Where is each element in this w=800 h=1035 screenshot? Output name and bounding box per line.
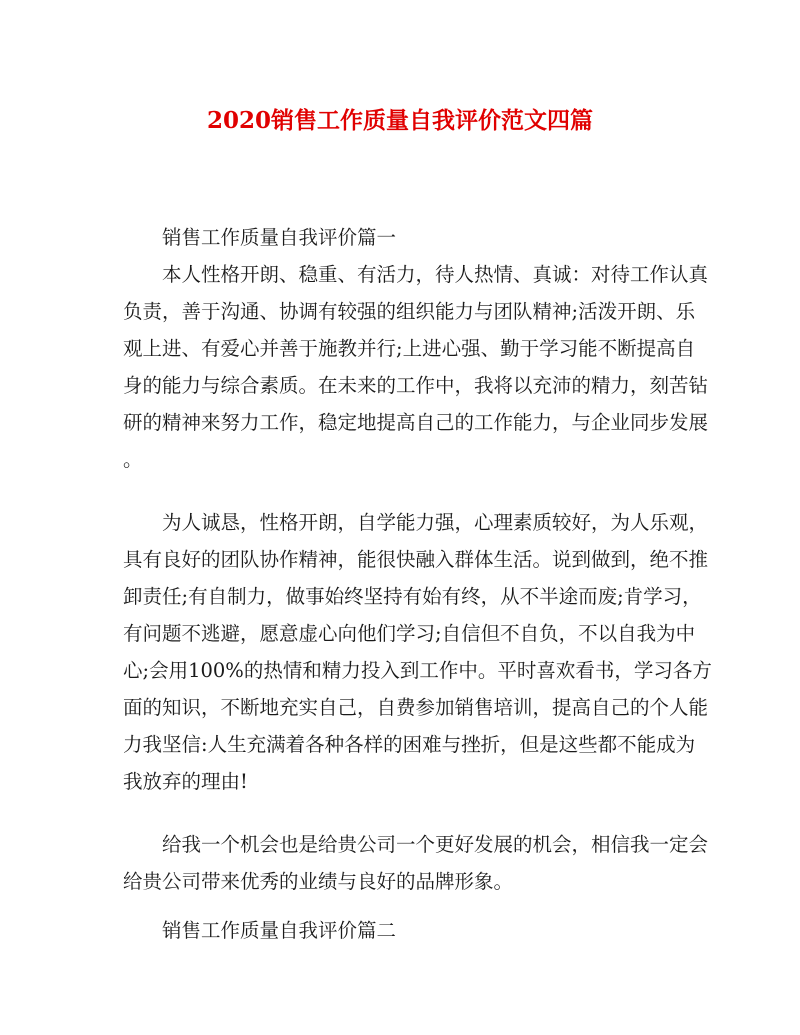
document-title: 2020销售工作质量自我评价范文四篇 [206, 107, 593, 134]
paragraph-line: 有问题不逃避，愿意虚心向他们学习;自信但不自负，不以自我为中 [123, 622, 696, 645]
paragraph-line: 研的精神来努力工作，稳定地提高自己的工作能力，与企业同步发展 [123, 411, 709, 434]
paragraph-line: 面的知识，不断地充实自己，自费参加销售培训，提高自己的个人能 [123, 696, 709, 719]
paragraph-one [123, 256, 709, 478]
section-two-heading: 销售工作质量自我评价篇二 [162, 919, 397, 942]
paragraph-line: 具有良好的团队协作精神，能很快融入群体生活。说到做到，绝不推 [123, 548, 709, 571]
paragraph-two [123, 504, 712, 800]
paragraph-line: 我放弃的理由! [123, 770, 248, 793]
paragraph-line: 力我坚信:人生充满着各种各样的困难与挫折，但是这些都不能成为 [123, 733, 696, 756]
paragraph-line: 身的能力与综合素质。在未来的工作中，我将以充沛的精力，刻苦钻 [123, 374, 709, 397]
paragraph-line: 观上进、有爱心并善于施教并行;上进心强、勤于学习能不断提高自 [123, 337, 696, 360]
paragraph-three [123, 826, 709, 900]
paragraph-line: 卸责任;有自制力，做事始终坚持有始有终，从不半途而废;肯学习， [123, 585, 702, 608]
paragraph-line: 为人诚恳，性格开朗，自学能力强，心理素质较好，为人乐观， [162, 511, 709, 534]
paragraph-line: 。 [123, 448, 143, 471]
paragraph-line: 给贵公司带来优秀的业绩与良好的品牌形象。 [123, 870, 514, 893]
paragraph-line: 心;会用100%的热情和精力投入到工作中。平时喜欢看书，学习各方 [123, 659, 712, 682]
paragraph-line: 本人性格开朗、稳重、有活力，待人热情、真诚：对待工作认真 [162, 263, 709, 286]
paragraph-line: 负责，善于沟通、协调有较强的组织能力与团队精神;活泼开朗、乐 [123, 300, 696, 323]
paragraph-line: 给我一个机会也是给贵公司一个更好发展的机会，相信我一定会 [162, 833, 709, 856]
section-one-heading: 销售工作质量自我评价篇一 [162, 226, 397, 249]
